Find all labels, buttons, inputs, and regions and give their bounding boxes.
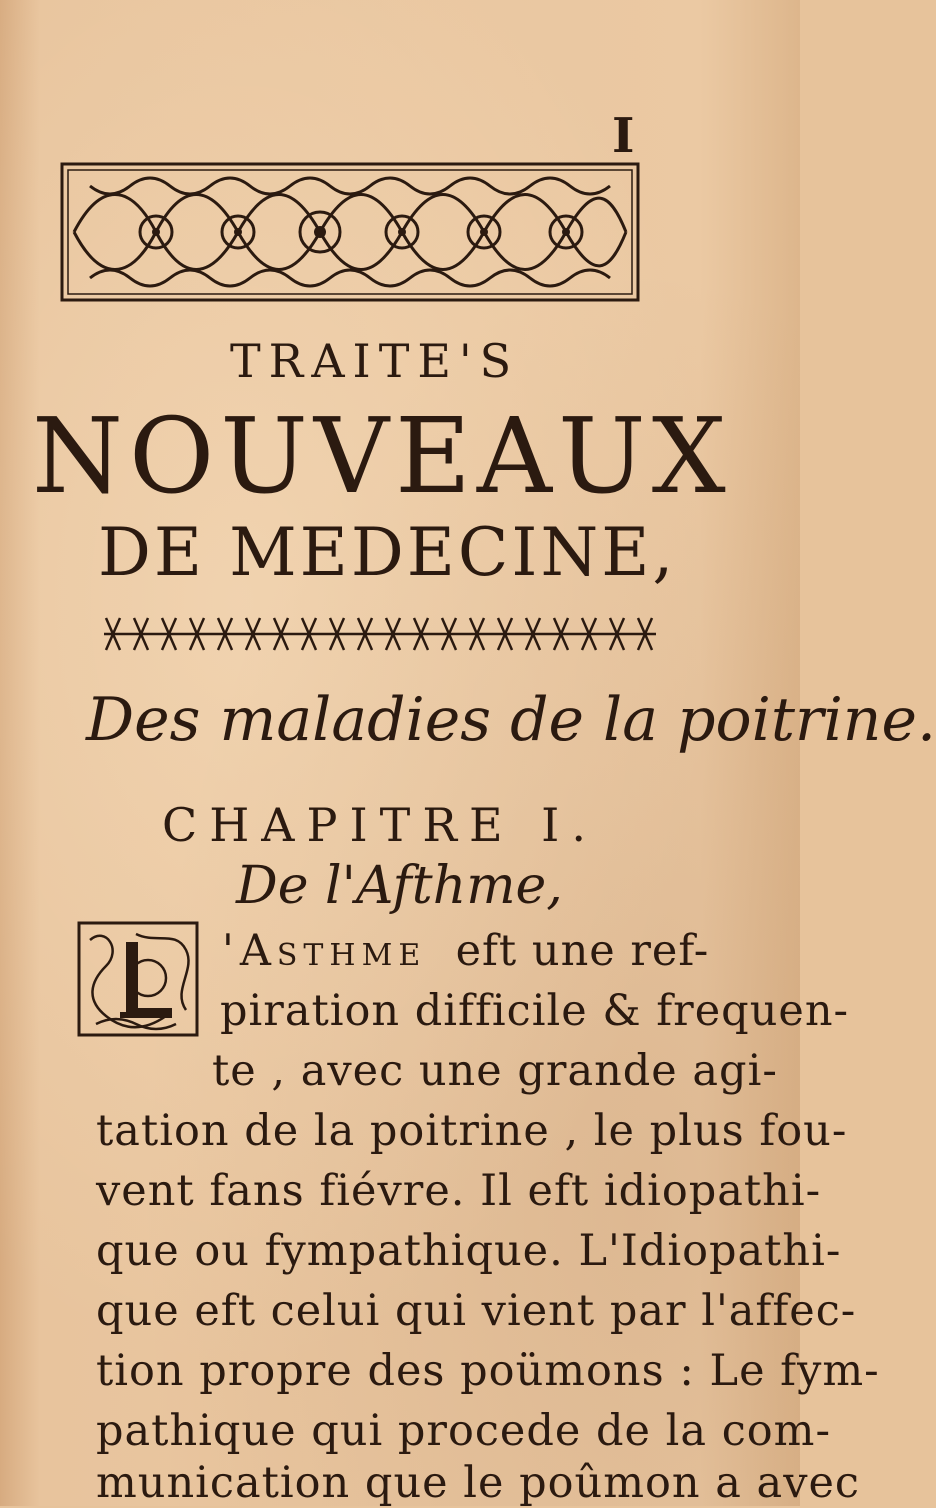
body-line-7: que eft celui qui vient par l'affec-	[96, 1286, 857, 1336]
body-line-1	[222, 926, 710, 976]
page-signature-mark: I	[612, 108, 635, 164]
chapter-heading: CHAPITRE I.	[162, 798, 598, 852]
body-line-6: que ou fympathique. L'Idiopathi-	[96, 1226, 842, 1276]
body-line-8: tion propre des poümons : Le fym-	[96, 1346, 880, 1396]
body-line-4: tation de la poitrine , le plus fou-	[96, 1106, 848, 1156]
body-line-10: munication que le poûmon a avec	[96, 1458, 861, 1508]
first-word-smallcaps: 'Asthme	[222, 926, 427, 976]
chapter-title: De l'Afthme,	[236, 856, 563, 916]
ornamental-divider	[100, 612, 660, 656]
decorated-initial-l	[76, 920, 200, 1038]
title-line-1: TRAITE'S	[230, 334, 520, 388]
body-line-5: vent fans fiévre. Il eft idiopathi-	[96, 1166, 822, 1216]
body-line-3: te , avec une grande agi-	[212, 1046, 778, 1096]
body-line-1-text: eft une ref-	[455, 926, 710, 976]
body-line-2: piration difficile & frequen-	[220, 986, 850, 1036]
title-line-3: DE MEDECINE,	[98, 514, 677, 591]
subtitle: Des maladies de la poitrine.	[86, 685, 936, 755]
title-line-2: NOUVEAUX	[32, 395, 732, 517]
ornamental-headpiece	[60, 162, 640, 302]
body-line-9: pathique qui procede de la com-	[96, 1406, 831, 1456]
